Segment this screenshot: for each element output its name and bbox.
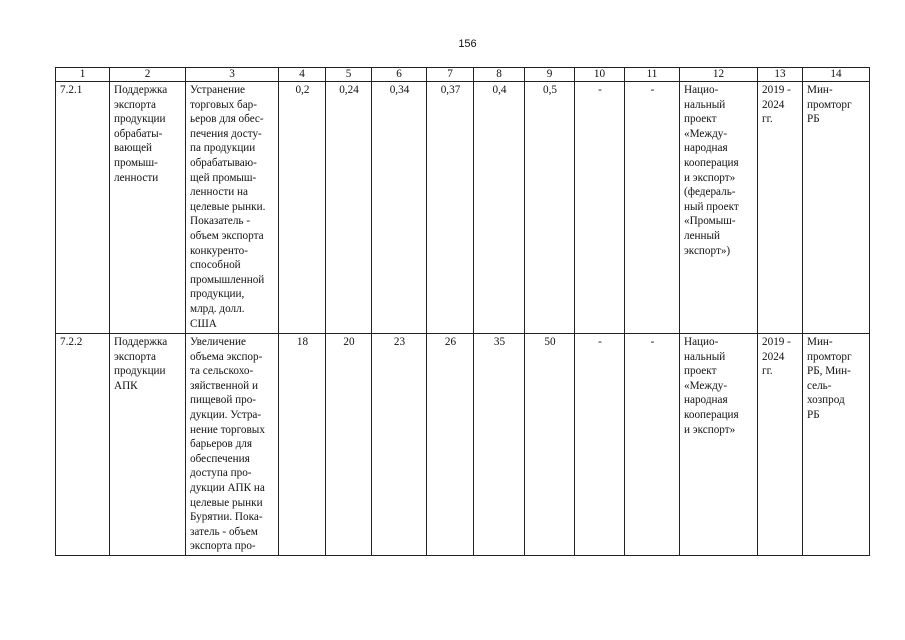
column-header: 12 xyxy=(680,68,758,82)
table-row xyxy=(56,334,870,556)
header-row xyxy=(56,68,870,82)
value-cell: - xyxy=(575,334,625,556)
column-header: 1 xyxy=(56,68,110,82)
value-cell: 0,37 xyxy=(427,82,474,334)
measure-name-cell: Поддержка экспорта продукции обрабаты- вающей промыш- ленности xyxy=(110,82,186,334)
project-cell: Нацио- нальный проект «Между- народная кооперация и экспорт» (федераль- ный проект «Промыш- ленный экспорт») xyxy=(680,82,758,334)
value-cell: - xyxy=(575,82,625,334)
measures-table xyxy=(55,67,870,556)
column-header: 6 xyxy=(372,68,427,82)
project-cell: Нацио- нальный проект «Между- народная кооперация и экспорт» xyxy=(680,334,758,556)
value-cell: 23 xyxy=(372,334,427,556)
column-header: 2 xyxy=(110,68,186,82)
column-header: 8 xyxy=(474,68,525,82)
column-header: 4 xyxy=(279,68,326,82)
period-cell: 2019 - 2024 гг. xyxy=(758,82,803,334)
column-header: 10 xyxy=(575,68,625,82)
column-header: 3 xyxy=(186,68,279,82)
column-header: 7 xyxy=(427,68,474,82)
value-cell: 0,5 xyxy=(525,82,575,334)
responsible-cell: Мин- промторг РБ, Мин- сель- хозпрод РБ xyxy=(803,334,870,556)
column-header: 13 xyxy=(758,68,803,82)
value-cell: 26 xyxy=(427,334,474,556)
column-header: 14 xyxy=(803,68,870,82)
value-cell: 20 xyxy=(326,334,372,556)
value-cell: 0,34 xyxy=(372,82,427,334)
page-number: 156 xyxy=(458,38,477,50)
value-cell: 50 xyxy=(525,334,575,556)
table-row xyxy=(56,82,870,334)
column-header: 11 xyxy=(625,68,680,82)
column-header: 5 xyxy=(326,68,372,82)
measure-name-cell: Поддержка экспорта продукции АПК xyxy=(110,334,186,556)
value-cell: 0,24 xyxy=(326,82,372,334)
measure-description-cell: Устранение торговых бар- ьеров для обес- печения досту- па продукции обрабатываю- щей промыш- ленности на целевые рынки. Показатель - объем экспорта конкуренто- способной промышленной продукции, млрд. долл. США xyxy=(186,82,279,334)
value-cell: - xyxy=(625,82,680,334)
responsible-cell: Мин- промторг РБ xyxy=(803,82,870,334)
value-cell: 18 xyxy=(279,334,326,556)
value-cell: 0,2 xyxy=(279,82,326,334)
value-cell: 35 xyxy=(474,334,525,556)
measure-description-cell: Увеличение объема экспор- та сельскохо- зяйственной и пищевой про- дукции. Устра- нение торговых барьеров для обеспечения доступа про- дукции АПК на целевые рынки Бурятии. Пока- затель - объем экспорта про- xyxy=(186,334,279,556)
value-cell: - xyxy=(625,334,680,556)
row-id-cell: 7.2.1 xyxy=(56,82,110,334)
column-header: 9 xyxy=(525,68,575,82)
value-cell: 0,4 xyxy=(474,82,525,334)
row-id-cell: 7.2.2 xyxy=(56,334,110,556)
period-cell: 2019 - 2024 гг. xyxy=(758,334,803,556)
